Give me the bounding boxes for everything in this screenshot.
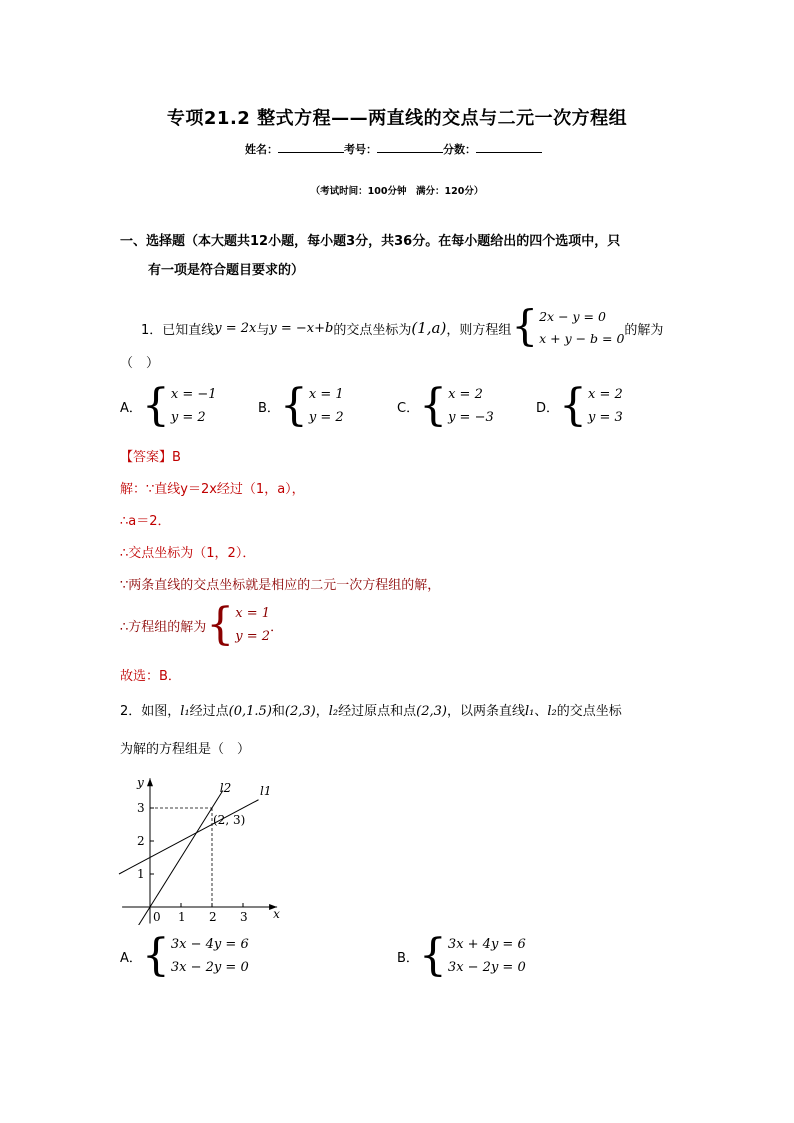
- q1-mid3: ，则方程组: [446, 322, 512, 338]
- q2-prefix: 2．如图，: [120, 704, 181, 719]
- solution-step-4: ∵两条直线的交点坐标就是相应的二元一次方程组的解，: [120, 578, 441, 593]
- q2-t7: 的交点坐标: [556, 704, 622, 719]
- y-tick-label: 3: [137, 801, 145, 815]
- q1-line1: y = 2x: [214, 320, 257, 336]
- section-heading-line2: 有一项是符合题目要求的）: [148, 263, 305, 278]
- eq: 3x − 2y = 0: [170, 960, 249, 975]
- q2-t2: 和: [271, 704, 285, 719]
- step5-eqs: [235, 602, 270, 648]
- exam-no-label: 考号：: [344, 143, 377, 156]
- q2-l2b: l₂: [547, 704, 557, 719]
- y-tick-label: 2: [137, 834, 145, 848]
- eq: y = 2: [235, 629, 271, 644]
- q2-t4: 经过原点和点: [338, 704, 417, 719]
- q1-suffix: 的解为: [624, 322, 664, 338]
- eq: y = 3: [588, 410, 623, 425]
- eq: x = 1: [235, 606, 271, 621]
- option-eqs: [171, 383, 217, 429]
- line-label-l1: l1: [260, 783, 272, 798]
- q1-system: [539, 306, 624, 350]
- question-2: [120, 700, 622, 719]
- brace-icon: {: [559, 380, 588, 431]
- brace-icon: {: [279, 380, 308, 431]
- q2-l1b: l₁: [525, 704, 535, 719]
- option-label: D．: [536, 400, 560, 416]
- brace-icon: {: [418, 930, 447, 981]
- q1-prefix: 1．已知直线: [141, 322, 215, 338]
- q1-point: (1,a): [411, 319, 447, 337]
- q2-p1: (0,1.5): [228, 704, 272, 719]
- page-title: 专项21.2 整式方程——两直线的交点与二元一次方程组: [166, 108, 628, 129]
- q1-sys-eq1: 2x − y = 0: [539, 309, 606, 324]
- q2-option-b[interactable]: [397, 930, 526, 981]
- name-label: 姓名：: [245, 143, 278, 156]
- q1-option-a[interactable]: [120, 380, 217, 431]
- step5-suffix: ．: [270, 619, 284, 635]
- answer-label: 【答案】B: [120, 450, 181, 465]
- y-axis-label: y: [137, 775, 144, 790]
- option-eqs: [448, 933, 526, 979]
- exam-no-blank[interactable]: [377, 142, 443, 153]
- eq: 3x − 2y = 0: [447, 960, 526, 975]
- option-eqs: [448, 383, 494, 429]
- eq: y = 2: [170, 410, 206, 425]
- eq: x = 1: [308, 387, 344, 402]
- eq: x = 2: [588, 387, 623, 402]
- q2-t6: 、: [534, 704, 548, 719]
- option-label: B．: [397, 950, 419, 966]
- option-label: C．: [397, 400, 420, 416]
- solution-step-5: [120, 599, 284, 650]
- q1-paren: （ ）: [120, 356, 160, 371]
- score-label: 分数：: [443, 143, 476, 156]
- section-heading-line1: 一、选择题（本大题共12小题，每小题3分，共36分。在每小题给出的四个选项中，只: [120, 234, 621, 249]
- q1-option-d[interactable]: [536, 380, 623, 431]
- time-note: （考试时间：100分钟 满分：120分）: [310, 186, 484, 197]
- student-info: [245, 141, 542, 157]
- eq: x = −1: [170, 387, 217, 402]
- intersection-label: (2, 3): [213, 813, 246, 827]
- option-eqs: [171, 933, 249, 979]
- q1-option-c[interactable]: [397, 380, 494, 431]
- x-axis-label: x: [273, 907, 280, 921]
- solution-step-6: 故选：B．: [120, 669, 181, 684]
- option-label: A．: [120, 950, 142, 966]
- solution-step-3: ∴交点坐标为（1，2）．: [120, 546, 256, 561]
- q2-p2: (2,3): [284, 704, 316, 719]
- score-blank[interactable]: [476, 142, 542, 153]
- option-label: B．: [258, 400, 280, 416]
- brace-icon: {: [141, 930, 170, 981]
- y-tick-label: 1: [137, 867, 145, 881]
- eq: x = 2: [448, 387, 483, 402]
- coordinate-graph: [110, 760, 290, 925]
- brace-icon: {: [141, 380, 170, 431]
- x-tick-label: 2: [209, 910, 217, 924]
- q1-mid2: 的交点坐标为: [333, 322, 412, 338]
- q2-p3: (2,3): [416, 704, 447, 719]
- line-label-l2: l2: [219, 780, 232, 795]
- name-blank[interactable]: [278, 142, 344, 153]
- q2-l2: l₂: [328, 704, 339, 719]
- q2-t3: ，: [315, 704, 329, 719]
- step5-prefix: ∴方程组的解为: [120, 619, 207, 635]
- solution-step-1: 解：∵直线y＝2x经过（1，a），: [120, 482, 305, 497]
- question-1: [141, 301, 664, 350]
- option-label: A．: [120, 400, 142, 416]
- q2-l1: l₁: [180, 704, 190, 719]
- solution-step-2: ∴a＝2．: [120, 514, 171, 529]
- brace-icon: {: [206, 599, 235, 650]
- option-eqs: [588, 383, 623, 429]
- q1-sys-eq2: x + y − b = 0: [539, 331, 625, 346]
- q2-t1: 经过点: [189, 704, 229, 719]
- eq: 3x + 4y = 6: [447, 937, 526, 952]
- q2-option-a[interactable]: [120, 930, 249, 981]
- x-tick-label: 0: [153, 910, 161, 924]
- option-eqs: [309, 383, 344, 429]
- eq: 3x − 4y = 6: [170, 937, 249, 952]
- x-tick-label: 1: [178, 910, 186, 924]
- y-axis-arrow-icon: [147, 778, 153, 786]
- eq: y = 2: [308, 410, 344, 425]
- q1-system-brace: {: [511, 301, 539, 350]
- q1-option-b[interactable]: [258, 380, 344, 431]
- brace-icon: {: [419, 380, 448, 431]
- x-tick-label: 3: [240, 910, 248, 924]
- eq: y = −3: [448, 410, 494, 425]
- q1-mid1: 与: [256, 322, 270, 338]
- q2-line2: 为解的方程组是（ ）: [120, 742, 251, 757]
- q2-t5: ，以两条直线: [446, 704, 525, 719]
- q1-line2: y = −x+b: [269, 320, 334, 336]
